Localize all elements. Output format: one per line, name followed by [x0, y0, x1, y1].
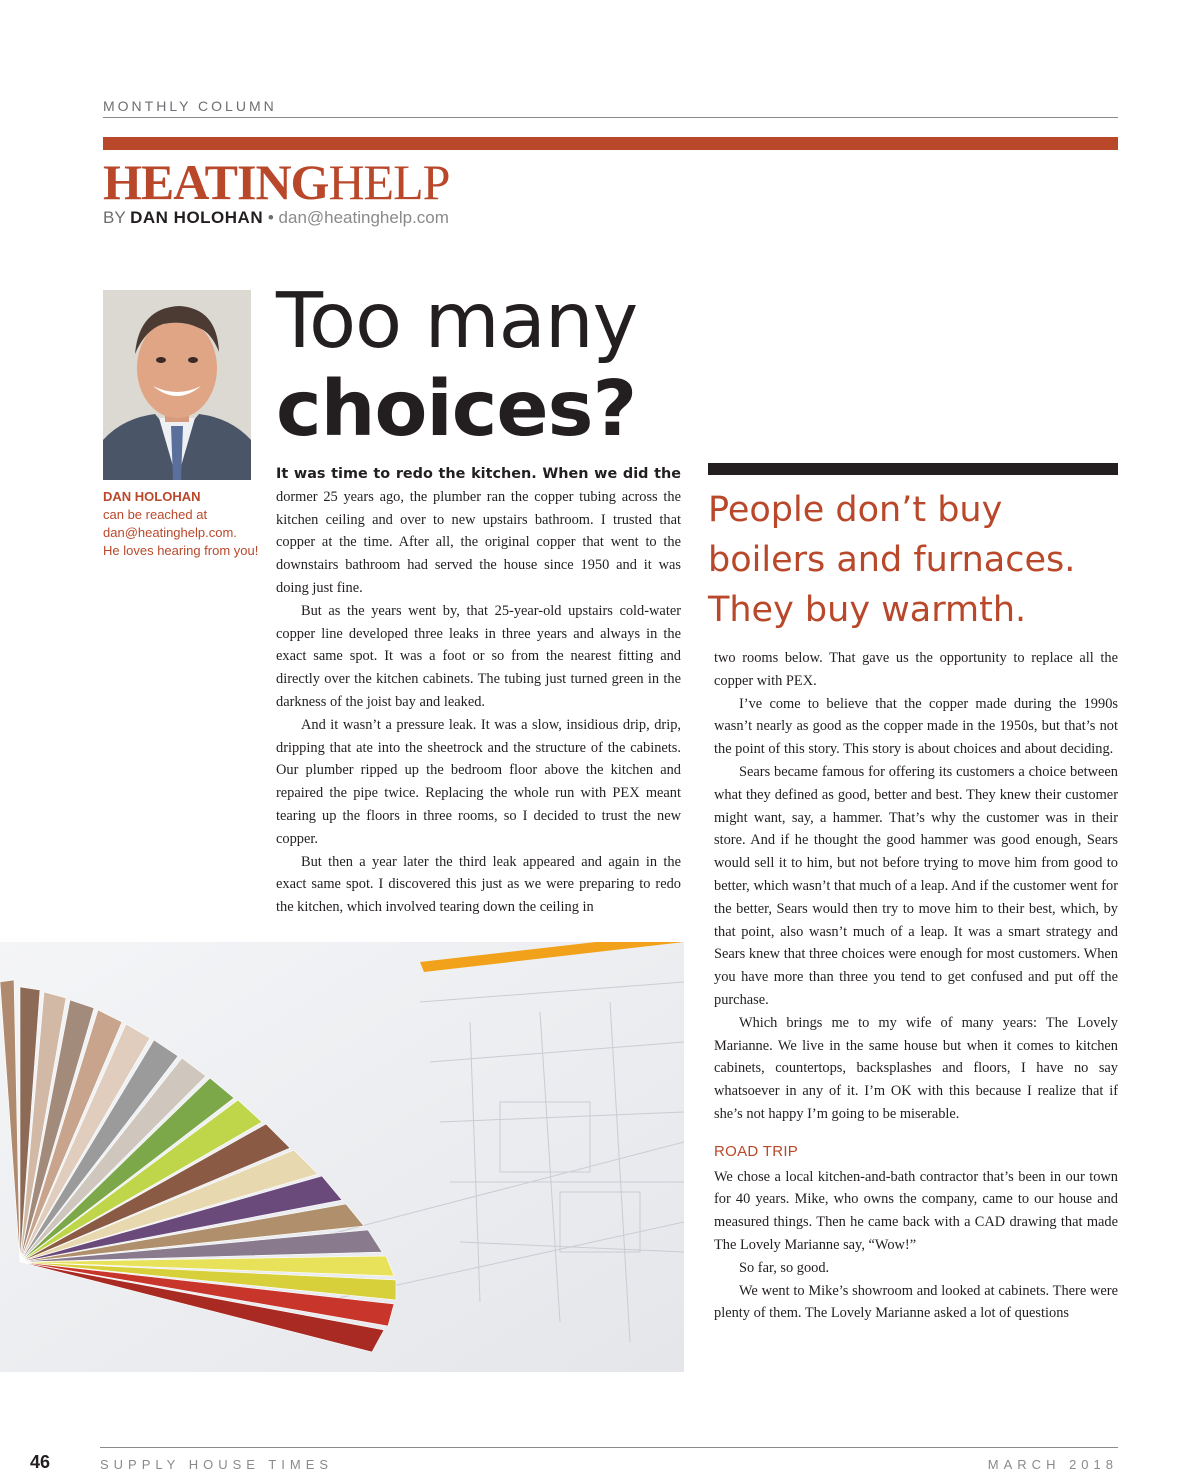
headline-line-1: Too many	[276, 277, 638, 366]
publication-name: SUPPLY HOUSE TIMES	[100, 1457, 334, 1472]
author-bio	[103, 488, 273, 560]
pullquote: People don’t buy boilers and furnaces. They buy warmth.	[708, 490, 1076, 630]
paragraph: But as the years went by, that 25-year-old upstairs cold-water copper line developed three leaks in three years and always in the exact same spot. It was a foot or so from the nearest fitting and directly over the kitchen cabinets. The tubing just turned green in the darkness of the joist bay and leaked.	[276, 602, 681, 710]
bio-name: DAN HOLOHAN	[103, 489, 201, 504]
section-subhead: ROAD TRIP	[714, 1142, 799, 1160]
paragraph: Sears became famous for offering its customers a choice between what they defined as good, better and best. They knew their customer might want, say, a hammer. That’s why the customer was in their store. And if he thought the good hammer was good enough, Sears would sell it to him, but not before trying to move him from good to better, which wasn’t that much of a leap. And if the customer went for the better, Sears would then try to move him to their best, which, by that point, also wasn’t much of a leap. It was a smart strategy and Sears knew that three choices were enough for most customers. When you have more than three you tend to get confused and put off the purchase.	[714, 763, 1118, 1008]
byline	[103, 208, 449, 228]
pullquote-bar	[708, 463, 1118, 475]
paragraph: Which brings me to my wife of many years: The Lovely Marianne. We live in the same house but when it comes to kitchen cabinets, countertops, backsplashes and floors, I have no say whatsoever in any of it. I’m OK with this because I realize that if she’s not happy I’m going to be miserable.	[714, 1014, 1118, 1122]
paragraph: We chose a local kitchen-and-bath contractor that’s been in our town for 40 years. Mike, who owns the company, came to our house and measured things. Then he came back with a CAD drawing that made The Lovely Marianne say, “Wow!”	[714, 1168, 1118, 1253]
paragraph: So far, so good.	[739, 1259, 830, 1276]
lead-in: It was time to redo the kitchen. When we did the	[276, 466, 681, 482]
paragraph: But then a year later the third leak appeared and again in the exact same spot. I discovered this just as we were preparing to redo the kitchen, which involved tearing down the ceiling in	[276, 853, 681, 916]
page-number: 46	[30, 1452, 51, 1472]
byline-separator: •	[267, 208, 274, 227]
paragraph: two rooms below. That gave us the opportunity to replace all the copper with PEX.	[714, 650, 1118, 689]
footer-divider	[100, 1447, 1118, 1448]
byline-email[interactable]: dan@heatinghelp.com	[278, 208, 449, 227]
article-headline	[276, 278, 716, 454]
body-column-right	[714, 647, 1118, 1325]
column-kicker: MONTHLY COLUMN	[103, 98, 277, 114]
author-photo	[103, 290, 251, 480]
byline-prefix: BY	[103, 208, 126, 227]
paragraph	[276, 463, 681, 600]
byline-author: DAN HOLOHAN	[130, 208, 264, 227]
masthead-bold: HEATING	[103, 154, 329, 210]
header-divider	[103, 117, 1118, 118]
paragraph: And it wasn’t a pressure leak. It was a slow, insidious drip, drip, dripping that ate into the sheetrock and the structure of the cabinets. Our plumber ripped up the bedroom floor above the kitchen and repaired the pipe twice. Replacing the whole run with PEX meant tearing up the floors in three rooms, so I decided to trust the new copper.	[276, 716, 681, 847]
masthead-light: HELP	[328, 154, 450, 210]
masthead	[103, 152, 449, 212]
headline-line-2: choices?	[276, 365, 637, 454]
bio-email[interactable]: dan@heatinghelp.com.	[103, 525, 237, 540]
paragraph: We went to Mike’s showroom and looked at cabinets. There were plenty of them. The Lovely Marianne asked a lot of questions	[714, 1282, 1118, 1322]
bio-line-3: He loves hearing from you!	[103, 543, 259, 558]
issue-date: MARCH 2018	[987, 1457, 1118, 1472]
swatch-fan-photo	[0, 942, 684, 1372]
body-column-left	[276, 463, 681, 919]
paragraph-text: dormer 25 years ago, the plumber ran the copper tubing across the kitchen ceiling and over to new upstairs bathroom. I trusted that copper at the time. After all, the original copper that went to the downstairs bathroom had served the house since 1950 and it was doing just fine.	[276, 488, 681, 596]
paragraph: I’ve come to believe that the copper made during the 1990s wasn’t nearly as good as the copper made in the 1950s, but that’s not the point of this story. This story is about choices and about deciding.	[714, 695, 1118, 758]
header-red-bar	[103, 137, 1118, 150]
bio-line-1: can be reached at	[103, 507, 208, 522]
